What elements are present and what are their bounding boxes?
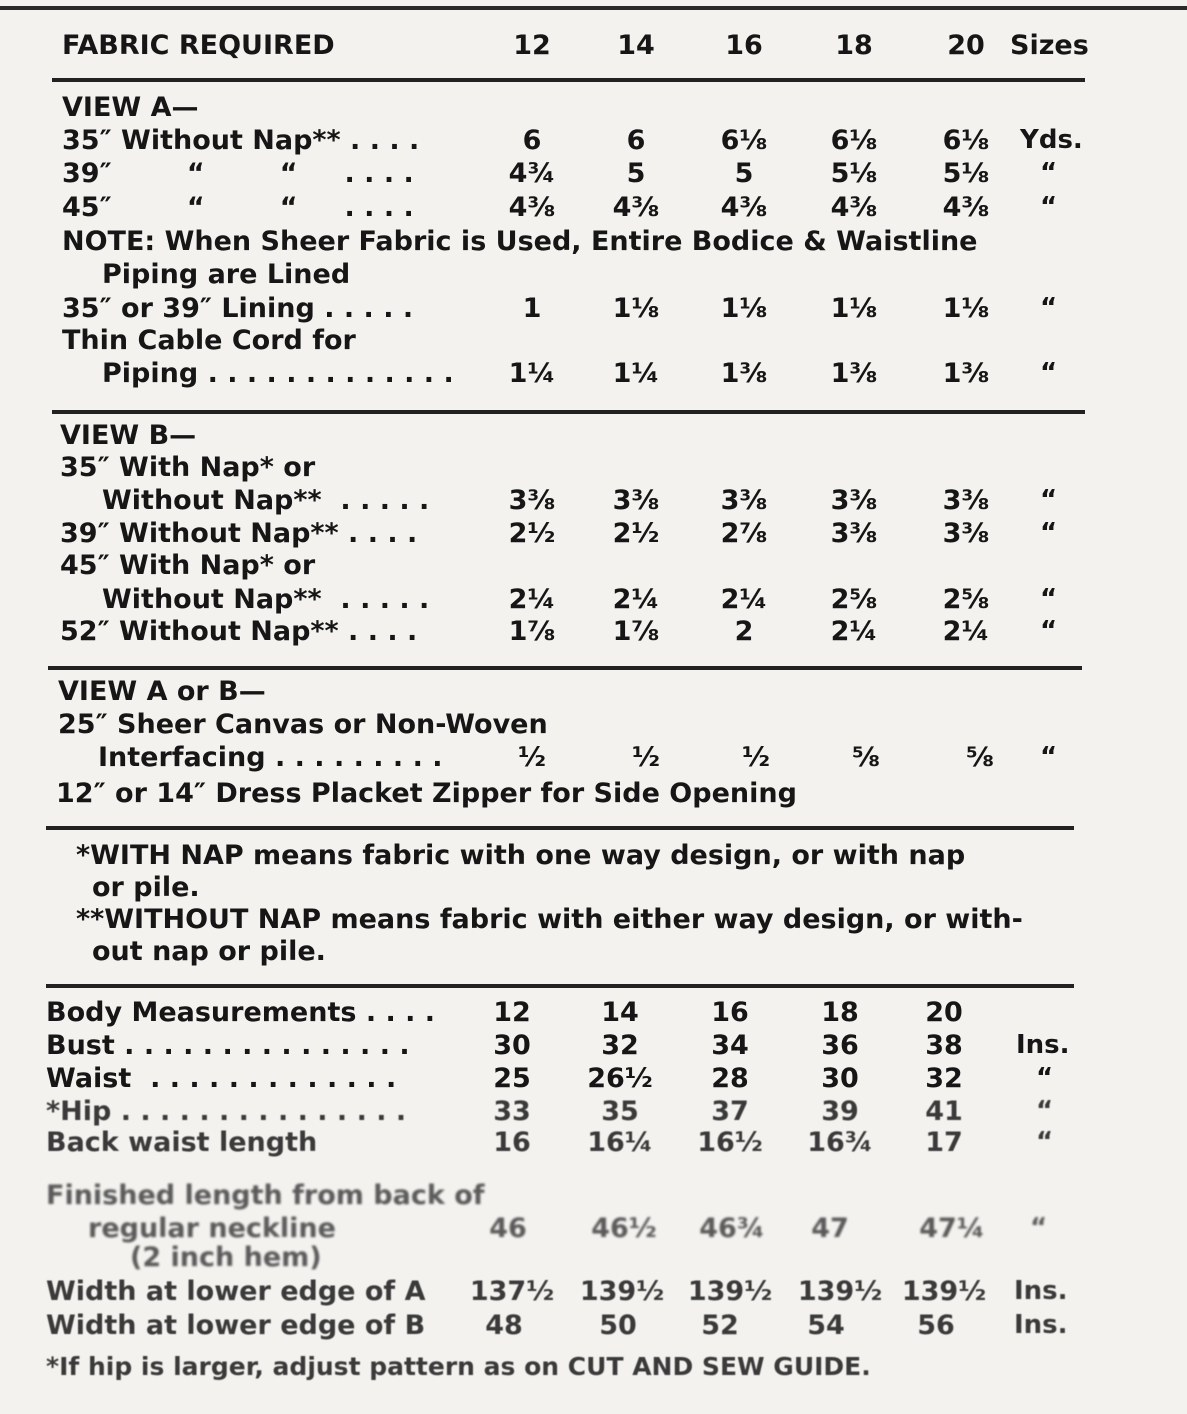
- with-nap-footnote-cont: or pile.: [92, 872, 200, 903]
- value-16: 4⅜: [720, 192, 768, 223]
- body-measurements-title: Body Measurements . . . .: [46, 997, 436, 1028]
- value-18: 47: [811, 1213, 849, 1244]
- value-16: 16½: [697, 1127, 763, 1158]
- value-20: 3⅜: [942, 518, 990, 549]
- row-label: Without Nap** . . . . .: [102, 485, 430, 516]
- table-row: [0, 125, 1187, 159]
- value-20: 3⅜: [942, 485, 990, 516]
- size-20: 20: [947, 30, 985, 61]
- divider: [52, 78, 1085, 82]
- size-12: 12: [513, 30, 551, 61]
- value-12: 46: [489, 1213, 527, 1244]
- value-18: 36: [821, 1030, 859, 1061]
- value-12: ½: [518, 742, 546, 773]
- divider: [46, 826, 1074, 830]
- unit: “: [1040, 158, 1058, 188]
- value-20: 56: [917, 1310, 955, 1341]
- sizes-label: Sizes: [1010, 30, 1089, 61]
- value-16: 3⅜: [720, 485, 768, 516]
- value-18: 39: [821, 1096, 859, 1127]
- value-20: 139½: [901, 1276, 987, 1307]
- value-20: 17: [925, 1127, 963, 1158]
- size-18: 18: [835, 30, 873, 61]
- table-row: [0, 616, 1187, 650]
- unit: “: [1036, 1063, 1054, 1093]
- value-18: 1⅜: [830, 358, 878, 389]
- value-16: 46¾: [699, 1213, 765, 1244]
- without-nap-footnote-cont: out nap or pile.: [92, 936, 326, 967]
- value-12: 1: [522, 293, 542, 324]
- table-row: [0, 1063, 1187, 1097]
- view-a-heading: VIEW A—: [62, 92, 199, 123]
- value-12: 30: [493, 1030, 531, 1061]
- value-12: 2½: [508, 518, 556, 549]
- top-rule: [0, 6, 1187, 10]
- value-12: 48: [485, 1310, 523, 1341]
- value-20: 1⅜: [942, 358, 990, 389]
- value-16: 37: [711, 1096, 749, 1127]
- value-18: 54: [807, 1310, 845, 1341]
- table-row: [0, 1127, 1187, 1161]
- table-row: [0, 485, 1187, 519]
- row-label: Back waist length: [46, 1127, 318, 1158]
- body-header-row: [0, 997, 1187, 1031]
- unit: “: [1036, 1096, 1054, 1126]
- value-14: 1⅛: [612, 293, 660, 324]
- table-row: [0, 742, 1187, 776]
- view-b-45-line: 45″ With Nap* or: [60, 550, 316, 581]
- value-14: 2½: [612, 518, 660, 549]
- value-20: 2¼: [942, 616, 990, 647]
- value-14: 50: [599, 1310, 637, 1341]
- value-20: 47¼: [919, 1213, 985, 1244]
- value-16: 5: [734, 158, 754, 189]
- value-18: 2¼: [830, 616, 878, 647]
- size-14: 14: [601, 997, 639, 1028]
- unit: “: [1040, 192, 1058, 222]
- value-14: 4⅜: [612, 192, 660, 223]
- size-14: 14: [617, 30, 655, 61]
- row-label: Piping . . . . . . . . . . . . .: [102, 358, 454, 389]
- table-row: [0, 1030, 1187, 1064]
- table-row: [0, 1276, 1187, 1310]
- row-label: regular neckline: [88, 1213, 336, 1244]
- value-12: 4¾: [508, 158, 556, 189]
- row-label: 39″ Without Nap** . . . .: [60, 518, 418, 549]
- unit: “: [1030, 1213, 1048, 1243]
- row-label: Width at lower edge of A: [46, 1276, 426, 1307]
- value-20: 6⅛: [942, 125, 990, 156]
- value-14: 16¼: [587, 1127, 653, 1158]
- value-18: 4⅜: [830, 192, 878, 223]
- sheer-fabric-note-cont: Piping are Lined: [102, 259, 351, 290]
- row-label: Waist . . . . . . . . . . . . .: [46, 1063, 397, 1094]
- value-16: 34: [711, 1030, 749, 1061]
- divider: [48, 666, 1082, 670]
- unit: “: [1040, 358, 1058, 388]
- unit: “: [1040, 293, 1058, 323]
- unit: Ins.: [1014, 1276, 1068, 1306]
- table-row: [0, 1310, 1187, 1344]
- table-row: [0, 584, 1187, 618]
- value-12: 4⅜: [508, 192, 556, 223]
- cable-cord-line: Thin Cable Cord for: [62, 325, 356, 356]
- value-16: 6⅛: [720, 125, 768, 156]
- table-row: [0, 158, 1187, 192]
- hem-note: (2 inch hem): [130, 1242, 322, 1273]
- value-12: 25: [493, 1063, 531, 1094]
- value-18: 5⅛: [830, 158, 878, 189]
- table-row: [0, 358, 1187, 392]
- value-12: 16: [493, 1127, 531, 1158]
- row-label: Without Nap** . . . . .: [102, 584, 430, 615]
- size-16: 16: [725, 30, 763, 61]
- value-16: 2⅞: [720, 518, 768, 549]
- value-20: 32: [925, 1063, 963, 1094]
- value-14: ½: [632, 742, 660, 773]
- value-18: 30: [821, 1063, 859, 1094]
- value-12: 2¼: [508, 584, 556, 615]
- unit: “: [1040, 584, 1058, 614]
- value-20: 4⅜: [942, 192, 990, 223]
- row-label: Interfacing . . . . . . . . .: [98, 742, 443, 773]
- value-14: 6: [626, 125, 646, 156]
- value-12: 33: [493, 1096, 531, 1127]
- value-20: 41: [925, 1096, 963, 1127]
- size-18: 18: [821, 997, 859, 1028]
- value-14: 1⅞: [612, 616, 660, 647]
- row-label: 39″ “ “ . . . .: [62, 158, 414, 189]
- row-label: 45″ “ “ . . . .: [62, 192, 414, 223]
- unit: “: [1040, 518, 1058, 548]
- value-20: 5⅛: [942, 158, 990, 189]
- table-row: [0, 293, 1187, 327]
- value-12: 1⅞: [508, 616, 556, 647]
- value-14: 46½: [591, 1213, 657, 1244]
- sheer-fabric-note: NOTE: When Sheer Fabric is Used, Entire Bodice & Waistline: [62, 226, 978, 257]
- row-label: Width at lower edge of B: [46, 1310, 426, 1341]
- value-14: 3⅜: [612, 485, 660, 516]
- row-label: 52″ Without Nap** . . . .: [60, 616, 418, 647]
- value-18: 3⅜: [830, 485, 878, 516]
- value-14: 26½: [587, 1063, 653, 1094]
- view-b-35-line: 35″ With Nap* or: [60, 452, 316, 483]
- row-label: 35″ or 39″ Lining . . . . .: [62, 293, 414, 324]
- without-nap-footnote: **WITHOUT NAP means fabric with either way design, or with-: [76, 904, 1023, 935]
- unit: Ins.: [1016, 1030, 1070, 1060]
- divider: [52, 410, 1085, 414]
- value-12: 1¼: [508, 358, 556, 389]
- value-16: 52: [701, 1310, 739, 1341]
- value-18: 3⅜: [830, 518, 878, 549]
- value-14: 5: [626, 158, 646, 189]
- value-20: 2⅝: [942, 584, 990, 615]
- value-18: 6⅛: [830, 125, 878, 156]
- value-18: 2⅝: [830, 584, 878, 615]
- hip-footnote: *If hip is larger, adjust pattern as on CUT AND SEW GUIDE.: [46, 1352, 871, 1381]
- value-20: 38: [925, 1030, 963, 1061]
- value-12: 6: [522, 125, 542, 156]
- value-18: 16¾: [807, 1127, 873, 1158]
- unit: “: [1036, 1127, 1054, 1157]
- value-16: 2¼: [720, 584, 768, 615]
- value-16: 1⅜: [720, 358, 768, 389]
- finished-length-line: Finished length from back of: [46, 1180, 485, 1211]
- table-row: [0, 518, 1187, 552]
- value-16: 139½: [687, 1276, 773, 1307]
- fabric-required-title: FABRIC REQUIRED: [62, 30, 335, 61]
- value-18: 1⅛: [830, 293, 878, 324]
- unit: Ins.: [1014, 1310, 1068, 1340]
- row-label: *Hip . . . . . . . . . . . . . . .: [46, 1096, 407, 1127]
- size-12: 12: [493, 997, 531, 1028]
- sheer-canvas-line: 25″ Sheer Canvas or Non-Woven: [58, 709, 548, 740]
- value-16: 1⅛: [720, 293, 768, 324]
- table-row: [0, 192, 1187, 226]
- value-16: ½: [742, 742, 770, 773]
- view-ab-heading: VIEW A or B—: [58, 676, 266, 707]
- value-12: 137½: [469, 1276, 555, 1307]
- value-12: 3⅜: [508, 485, 556, 516]
- value-14: 1¼: [612, 358, 660, 389]
- row-label: 35″ Without Nap** . . . .: [62, 125, 420, 156]
- with-nap-footnote: *WITH NAP means fabric with one way design, or with nap: [76, 840, 966, 871]
- row-label: Bust . . . . . . . . . . . . . . .: [46, 1030, 410, 1061]
- value-14: 139½: [579, 1276, 665, 1307]
- unit: “: [1040, 742, 1058, 772]
- unit: “: [1040, 485, 1058, 515]
- zipper-line: 12″ or 14″ Dress Placket Zipper for Side Opening: [56, 778, 797, 809]
- size-20: 20: [925, 997, 963, 1028]
- value-14: 35: [601, 1096, 639, 1127]
- view-b-heading: VIEW B—: [60, 420, 197, 451]
- value-14: 32: [601, 1030, 639, 1061]
- value-18: ⅝: [852, 742, 880, 773]
- divider: [46, 984, 1074, 988]
- unit: “: [1040, 616, 1058, 646]
- value-16: 28: [711, 1063, 749, 1094]
- fabric-header-row: [0, 30, 1187, 64]
- value-20: ⅝: [966, 742, 994, 773]
- value-20: 1⅛: [942, 293, 990, 324]
- value-14: 2¼: [612, 584, 660, 615]
- table-row: [0, 1096, 1187, 1130]
- value-18: 139½: [797, 1276, 883, 1307]
- value-16: 2: [734, 616, 754, 647]
- unit: Yds.: [1020, 125, 1083, 155]
- size-16: 16: [711, 997, 749, 1028]
